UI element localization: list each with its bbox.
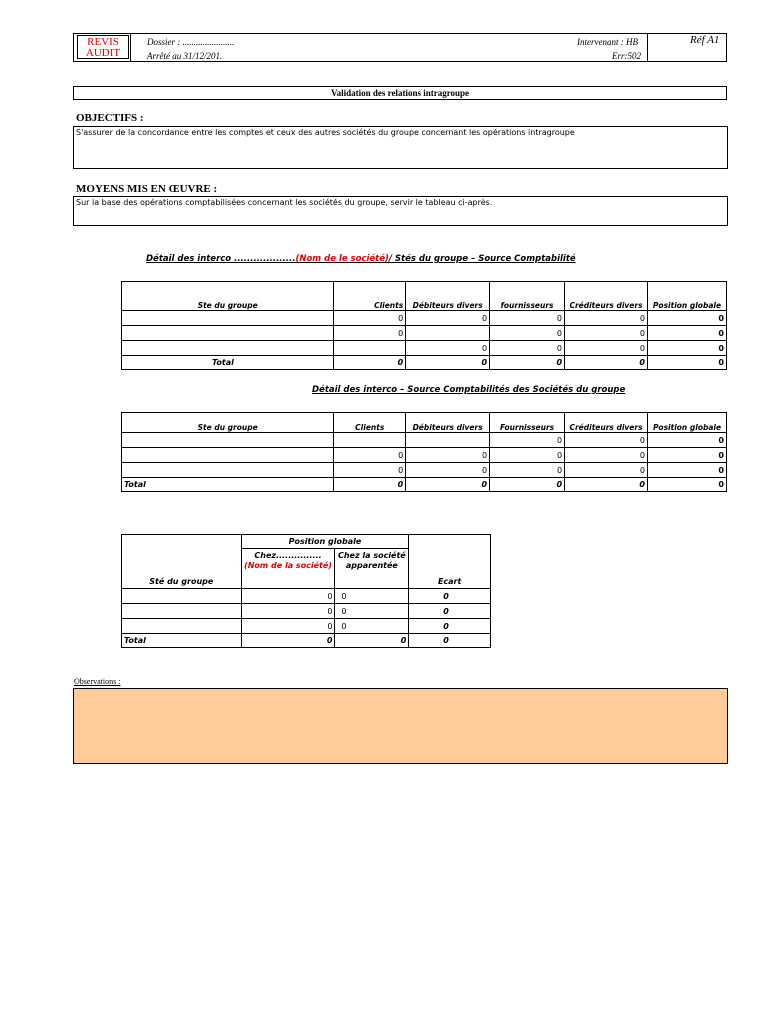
- table1-caption-suffix: / Stés du groupe – Source Comptabilité: [388, 254, 576, 264]
- table-cell: 0: [335, 619, 409, 634]
- table1-caption: [146, 254, 576, 264]
- table-cell: 0: [334, 463, 406, 478]
- table-cell: 0: [334, 448, 406, 463]
- ref-text: Réf A1: [690, 34, 720, 46]
- table-row: [122, 589, 491, 604]
- header-divider: [647, 33, 648, 62]
- table-cell: 0: [406, 463, 490, 478]
- table1-header-cell: Débiteurs divers: [406, 282, 490, 311]
- table-cell: 0: [406, 341, 490, 356]
- table-cell: 0: [490, 433, 565, 448]
- table-cell: [334, 341, 406, 356]
- table-cell: [334, 433, 406, 448]
- table3-group-header: Position globale: [241, 535, 409, 549]
- table1: [121, 281, 727, 370]
- table3-col-ecart: Ecart: [409, 535, 491, 589]
- table2-header-cell: Débiteurs divers: [406, 413, 490, 433]
- table-cell: [122, 463, 334, 478]
- table-cell: 0: [565, 478, 648, 492]
- table-cell: [406, 433, 490, 448]
- table-cell: [122, 433, 334, 448]
- table-cell: 0: [565, 326, 648, 341]
- table-row: [122, 619, 491, 634]
- table2-header-cell: Fournisseurs: [490, 413, 565, 433]
- table2-header-cell: Créditeurs divers: [565, 413, 648, 433]
- table-cell: 0: [409, 634, 491, 648]
- revis-audit-logo: [77, 35, 129, 59]
- table3-col-chez: [241, 549, 335, 589]
- table-cell: 0: [406, 448, 490, 463]
- table3-col-apparentee: Chez la société apparentée: [335, 549, 409, 589]
- table-cell: [122, 589, 242, 604]
- table-cell: 0: [409, 589, 491, 604]
- table-cell: 0: [565, 311, 648, 326]
- table-cell: 0: [648, 448, 727, 463]
- table-row: [122, 433, 727, 448]
- table1-header-row: [122, 282, 727, 311]
- table2-header-cell: Position globale: [648, 413, 727, 433]
- table-cell: 0: [334, 326, 406, 341]
- table-cell: 0: [335, 589, 409, 604]
- table-cell: 0: [335, 604, 409, 619]
- table-cell: 0: [241, 589, 335, 604]
- table-cell: 0: [490, 311, 565, 326]
- header-divider: [130, 33, 131, 62]
- total-label: Total: [122, 478, 334, 492]
- dossier-text: Dossier : .......................: [147, 37, 235, 47]
- table2: [121, 412, 727, 492]
- table-cell: 0: [406, 478, 490, 492]
- table-cell: 0: [490, 326, 565, 341]
- table-cell: 0: [565, 433, 648, 448]
- table-cell: 0: [334, 311, 406, 326]
- table-row: [122, 341, 727, 356]
- table-cell: 0: [334, 356, 406, 370]
- logo-line-1: REVIS: [87, 36, 119, 48]
- table-cell: 0: [334, 478, 406, 492]
- total-label: Total: [122, 634, 242, 648]
- table-cell: [122, 326, 334, 341]
- table-cell: 0: [490, 478, 565, 492]
- table-cell: 0: [647, 356, 726, 370]
- chez-company-name: (Nom de la société): [244, 561, 332, 570]
- table-row: [122, 604, 491, 619]
- table3-total-row: [122, 634, 491, 648]
- table1-header-cell: Créditeurs divers: [565, 282, 648, 311]
- observations-label: Observations :: [74, 677, 121, 686]
- table-cell: [122, 619, 242, 634]
- table2-caption: Détail des interco – Source Comptabilités des Sociétés du groupe: [312, 385, 626, 395]
- arrete-text: Arrêté au 31/12/201.: [147, 51, 223, 61]
- table2-header-row: [122, 413, 727, 433]
- table-cell: 0: [648, 433, 727, 448]
- table3-group-row: [122, 535, 491, 549]
- table-cell: 0: [406, 311, 490, 326]
- table3: [121, 534, 491, 648]
- table-cell: [406, 326, 490, 341]
- table-row: [122, 311, 727, 326]
- objectifs-text: S'assurer de la concordance entre les comptes et ceux des autres sociétés du groupe concernant les opérations intragroupe: [73, 126, 728, 169]
- table2-header-cell: Clients: [334, 413, 406, 433]
- err-text: Err:502: [612, 51, 641, 61]
- table1-total-row: [122, 356, 727, 370]
- table-cell: 0: [490, 448, 565, 463]
- moyens-text: Sur la base des opérations comptabilisées concernant les sociétés du groupe, servir le tableau ci-après.: [73, 196, 728, 226]
- total-label: Total: [122, 356, 334, 370]
- table1-caption-prefix: Détail des interco ...................: [146, 254, 296, 264]
- table-cell: 0: [648, 478, 727, 492]
- table1-header-cell: Position globale: [647, 282, 726, 311]
- intervenant-text: Intervenant : HB: [577, 37, 638, 47]
- table-cell: 0: [565, 356, 648, 370]
- table-cell: [122, 311, 334, 326]
- table2-total-row: [122, 478, 727, 492]
- logo-line-2: AUDIT: [85, 47, 121, 59]
- table-cell: 0: [241, 604, 335, 619]
- objectifs-label: OBJECTIFS :: [76, 112, 144, 124]
- moyens-label: MOYENS MIS EN ŒUVRE :: [76, 183, 218, 195]
- table-cell: 0: [490, 356, 565, 370]
- table-cell: 0: [241, 619, 335, 634]
- table-cell: 0: [647, 341, 726, 356]
- table1-header-cell: Clients: [334, 282, 406, 311]
- table3-col-ste: Sté du groupe: [122, 535, 242, 589]
- table-cell: 0: [406, 356, 490, 370]
- table-cell: [122, 448, 334, 463]
- table2-header-cell: Ste du groupe: [122, 413, 334, 433]
- observations-field[interactable]: [73, 688, 728, 764]
- table-cell: [122, 341, 334, 356]
- table-cell: 0: [409, 619, 491, 634]
- table-cell: 0: [241, 634, 335, 648]
- table1-header-cell: Ste du groupe: [122, 282, 334, 311]
- page-title: Validation des relations intragroupe: [73, 86, 727, 100]
- table-cell: 0: [490, 341, 565, 356]
- table1-caption-red: (Nom de le société): [295, 254, 389, 264]
- table-cell: 0: [409, 604, 491, 619]
- table-cell: 0: [647, 311, 726, 326]
- table-cell: 0: [565, 341, 648, 356]
- table-row: [122, 448, 727, 463]
- chez-prefix: Chez...............: [254, 551, 322, 560]
- table-cell: [122, 604, 242, 619]
- table-cell: 0: [647, 326, 726, 341]
- table-cell: 0: [335, 634, 409, 648]
- table-cell: 0: [648, 463, 727, 478]
- table-row: [122, 326, 727, 341]
- table-cell: 0: [565, 463, 648, 478]
- table-cell: 0: [490, 463, 565, 478]
- table-row: [122, 463, 727, 478]
- table1-header-cell: fournisseurs: [490, 282, 565, 311]
- table-cell: 0: [565, 448, 648, 463]
